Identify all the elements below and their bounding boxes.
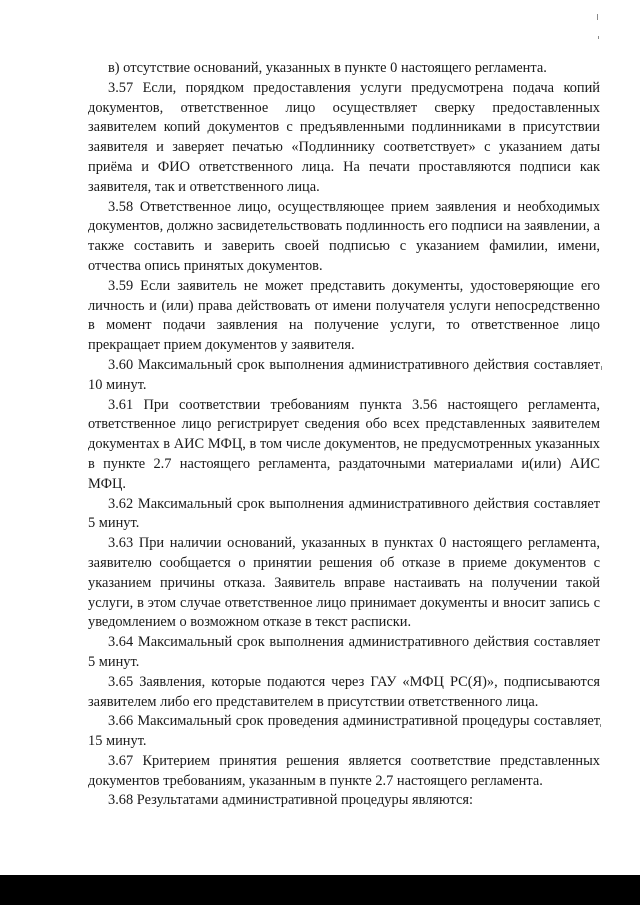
- paragraph-3-58: 3.58 Ответственное лицо, осуществляющее прием заявления и необходимых документов, должно засвидетельствовать подлинность его подписи на заявлении, а также составить и заверить своей подписью с указанием фамилии, имени, отчества опись принятых документов.: [88, 198, 600, 274]
- paragraph-3-61: 3.61 При соответствии требованиям пункта 3.56 настоящего регламента, ответственное лицо регистрирует сведения обо всех представленных заявителем документах в АИС МФЦ, в том числе документов, не предусмотренных указанных в пункте 2.7 настоящего регламента, раздаточными материалами и(или) АИС МФЦ.: [88, 396, 600, 492]
- paragraph-3-65: 3.65 Заявления, которые подаются через ГАУ «МФЦ РС(Я)», подписываются заявителем либо его представителем в присутствии ответственного лица.: [88, 673, 600, 710]
- paragraph-3-68: 3.68 Результатами административной процедуры являются:: [108, 792, 474, 809]
- document-body: [88, 59, 600, 811]
- paragraph-3-59: 3.59 Если заявитель не может представить документы, удостоверяющие его личность и (или) права действовать от имени получателя услуги непосредственно в момент подачи заявления на получение услуги, то ответственное лицо прекращает прием документов у заявителя.: [88, 277, 600, 354]
- scan-speck-top-right: [597, 14, 598, 20]
- paragraph-item-v: в) отсутствие оснований, указанных в пункте 0 настоящего регламента.: [108, 60, 547, 76]
- paragraph-3-66: 3.66 Максимальный срок проведения административной процедуры составляет 15 минут.: [88, 713, 600, 750]
- paragraph-3-64: 3.64 Максимальный срок выполнения административного действия составляет 5 минут.: [88, 634, 600, 670]
- scan-speck-right: [598, 36, 599, 39]
- paragraph-3-60: 3.60 Максимальный срок выполнения административного действия составляет 10 минут.: [88, 356, 600, 393]
- paragraph-3-62: 3.62 Максимальный срок выполнения административного действия составляет 5 минут.: [88, 495, 600, 532]
- paragraph-3-63: 3.63 При наличии оснований, указанных в пунктах 0 настоящего регламента, заявителю сообщается о принятии решения об отказе в приеме документов с указанием причины отказа. Заявитель вправе настаивать на получении такой услуги, в этом случае ответственное лицо принимает документы и вносит запись с уведомлением о возможном отказе в текст расписки.: [88, 535, 600, 631]
- paragraph-3-67: 3.67 Критерием принятия решения является соответствие представленных документов требованиям, указанным в пункте 2.7 настоящего регламента.: [88, 752, 600, 789]
- paragraph-3-57: 3.57 Если, порядком предоставления услуги предусмотрена подача копий документов, ответственное лицо осуществляет сверку предоставленных заявителем копий документов с предъявленными подлинниками в присутствии заявителя и заверяет печатью «Подлиннику соответствует» с указанием даты приёма и ФИО ответственного лица. На печати проставляются подписи как заявителя, так и ответственного лица.: [88, 79, 600, 195]
- scan-bottom-edge: [0, 875, 640, 905]
- scan-speck-margin-lower: [600, 724, 601, 727]
- scan-speck-margin: [601, 366, 602, 370]
